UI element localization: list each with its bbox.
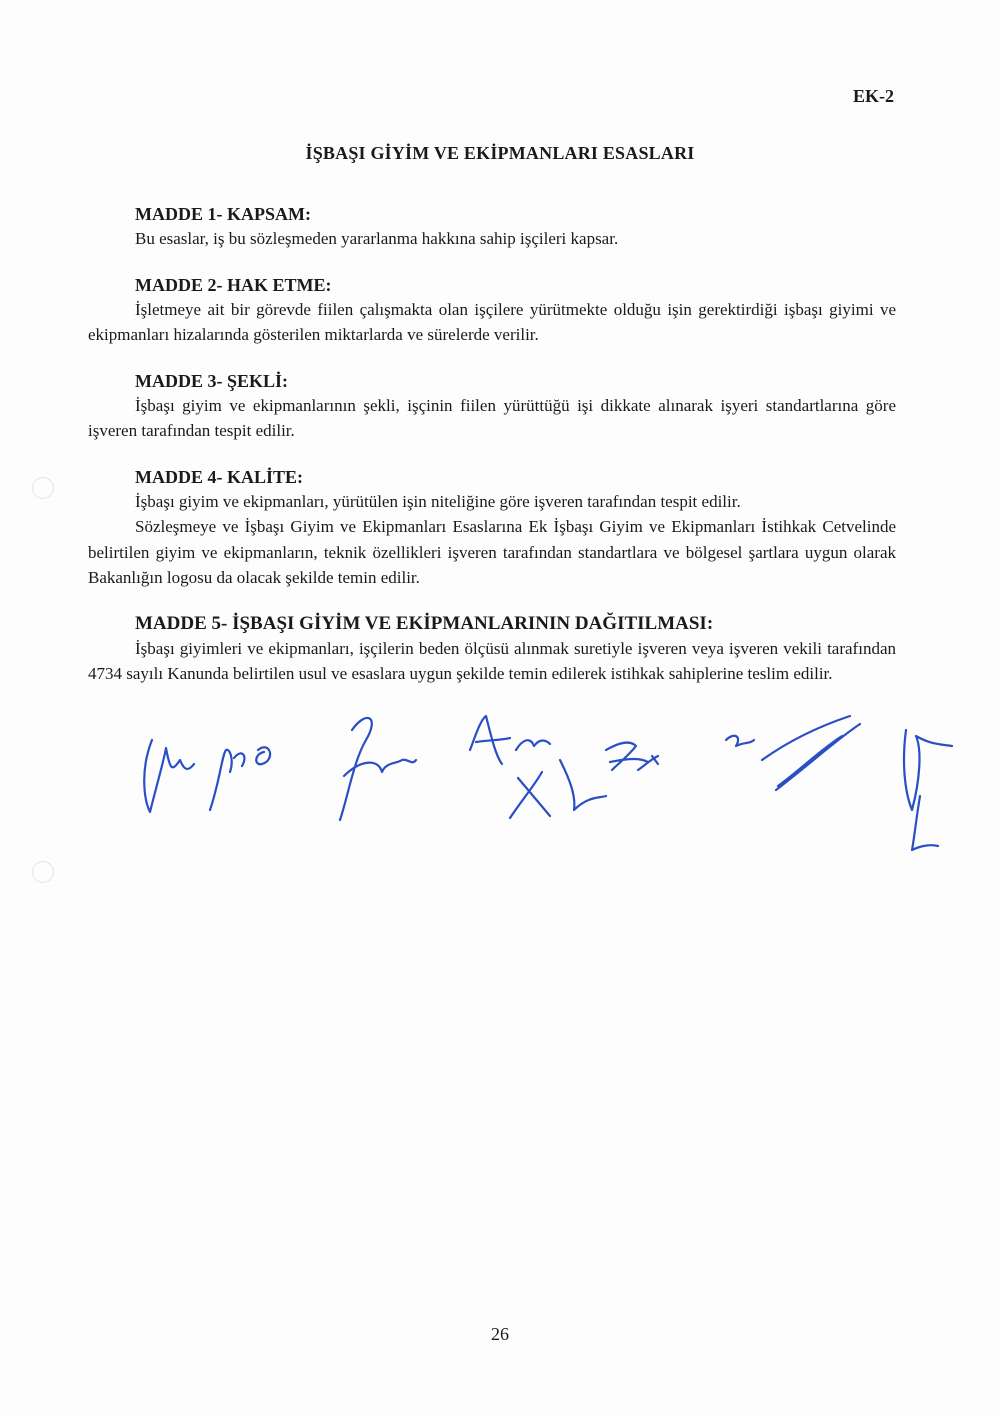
article-heading: MADDE 1- KAPSAM:: [135, 204, 311, 224]
document-body: [88, 202, 896, 708]
article-2: [88, 273, 896, 348]
article-3: [88, 369, 896, 444]
article-5: [88, 612, 896, 687]
article-paragraph: İşbaşı giyim ve ekipmanlarının şekli, işçinin fiilen yürüttüğü işi dikkate alınarak işyeri standartlarına göre işveren tarafından tespit edilir.: [88, 395, 896, 440]
article-heading: MADDE 3- ŞEKLİ:: [135, 370, 289, 391]
annex-label: EK-2: [852, 86, 894, 106]
article-paragraph: Sözleşmeye ve İşbaşı Giyim ve Ekipmanları Esaslarına Ek İşbaşı Giyim ve Ekipmanları İstihkak Cetvelinde belirtilen giyim ve ekipmanların, teknik özellikleri işveren tarafından standartlara ve bölgesel şartlara uygun olarak Bakanlığın logosu da olacak şekilde temin edilir.: [88, 517, 896, 587]
article-paragraph: İşletmeye ait bir görevde fiilen çalışmakta olan işçilere yürütmekte olduğu işin gerektirdiği işbaşı giyimi ve ekipmanları hizalarında gösterilen miktarlarda ve sürelerde verilir.: [88, 299, 896, 344]
article-paragraph: İşbaşı giyim ve ekipmanları, yürütülen işin niteliğine göre işveren tarafından tespit edilir.: [135, 491, 741, 511]
signature-7: [726, 716, 860, 790]
signature-8: [904, 730, 952, 850]
signature-2: [210, 747, 270, 810]
signature-5: [510, 760, 606, 818]
document-title: İŞBAŞI GİYİM VE EKİPMANLARI ESASLARI: [305, 143, 695, 163]
punch-hole-mark: [32, 861, 54, 883]
punch-hole-mark: [32, 477, 54, 499]
signature-3: [340, 718, 416, 820]
article-heading: MADDE 5- İŞBAŞI GİYİM VE EKİPMANLARININ DAĞITILMASI:: [135, 612, 714, 634]
article-heading: MADDE 4- KALİTE:: [135, 466, 304, 487]
signature-4: [470, 716, 550, 764]
article-4: [88, 465, 896, 591]
signature-1: [144, 740, 194, 812]
signature-6: [606, 743, 658, 770]
signatures: [130, 700, 960, 860]
page-number: 26: [491, 1324, 509, 1344]
article-paragraph: İşbaşı giyimleri ve ekipmanları, işçilerin beden ölçüsü alınmak suretiyle işveren veya işveren vekili tarafından 4734 sayılı Kanunda belirtilen usul ve esaslara uygun şekilde temin edilerek istihkak sahiplerine teslim edilir.: [88, 638, 896, 683]
article-paragraph: Bu esaslar, iş bu sözleşmeden yararlanma hakkına sahip işçileri kapsar.: [135, 229, 619, 248]
article-heading: MADDE 2- HAK ETME:: [135, 274, 332, 295]
article-1: [88, 202, 896, 252]
